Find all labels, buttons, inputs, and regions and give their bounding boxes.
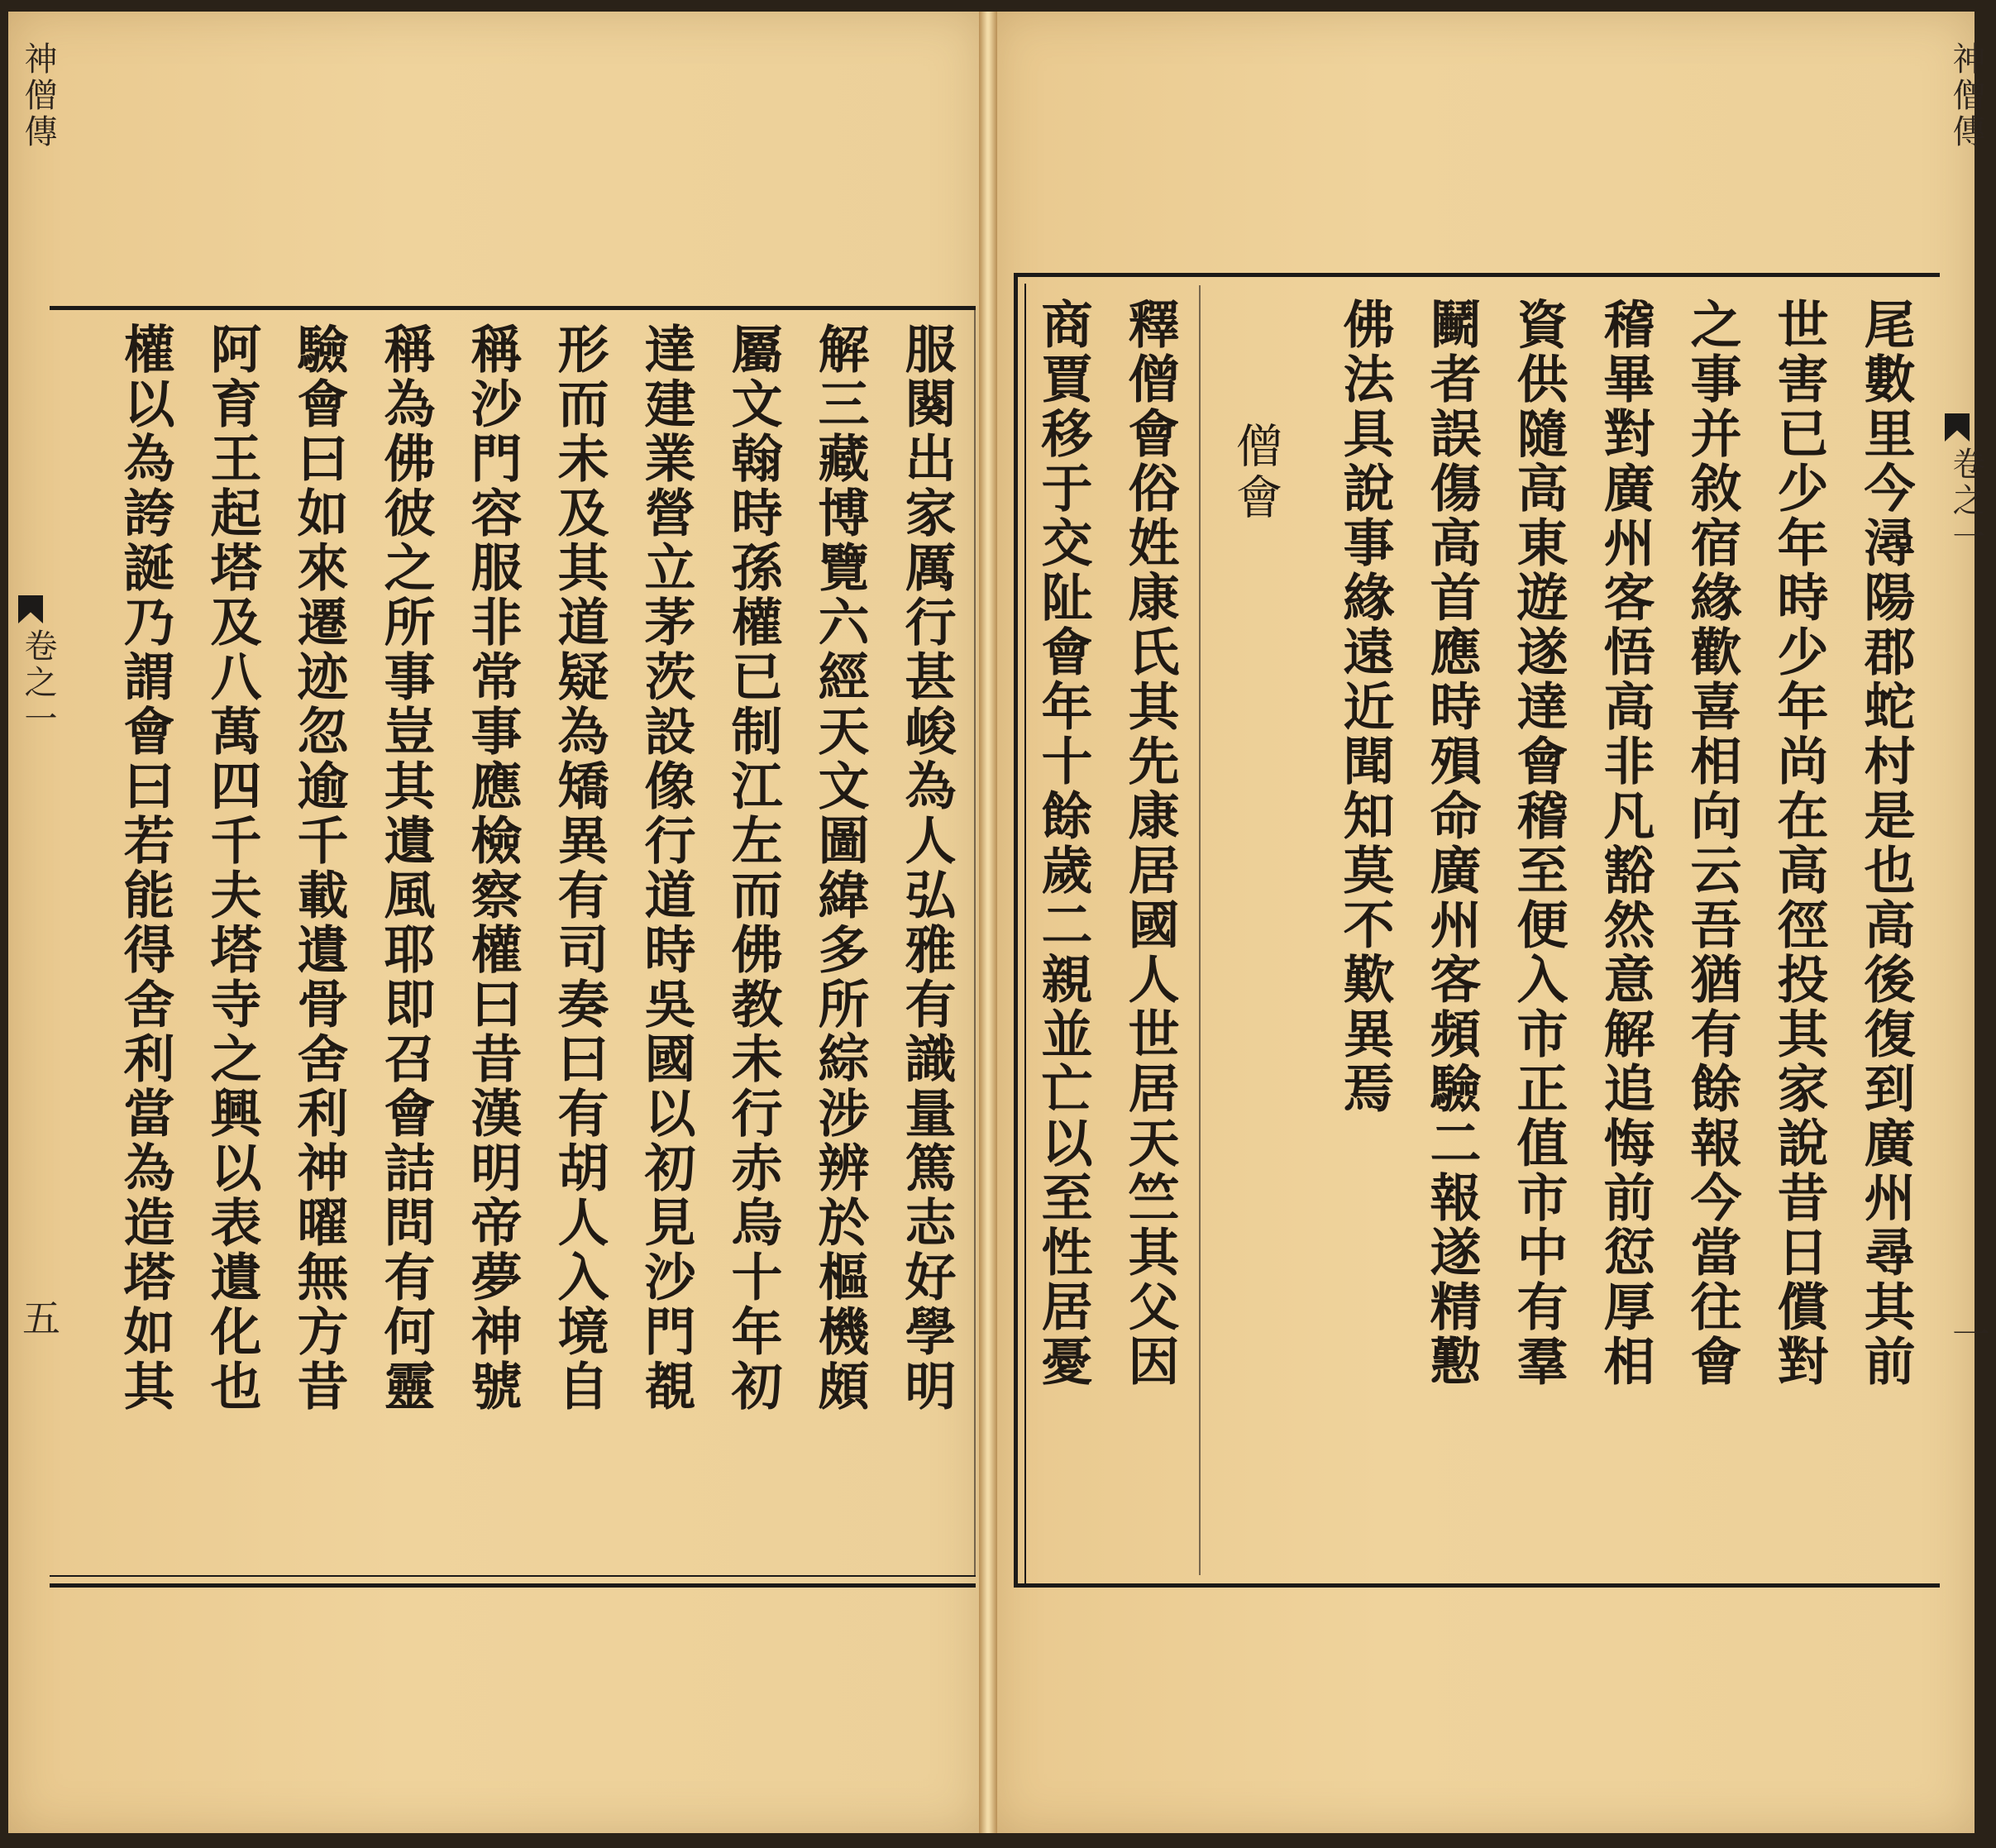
left-text-column-8: 驗會曰如來遷迹忽逾千載遺骨舍利神曜無方昔 [289,322,349,1414]
section-heading: 僧會 [1229,422,1282,524]
left-text-column-6: 稱沙門容服非常事應檢察權曰昔漢明帝夢神號 [462,322,523,1414]
left-margin-title: 神僧傳 [19,41,57,150]
left-text-column-7: 稱為佛彼之所事豈其遺風耶即召會詰問有何靈 [375,322,436,1414]
right-text-column-2: 世害已少年時少年尚在高徑投其家說昔日償對 [1769,298,1829,1389]
left-column-rule [974,310,976,1575]
right-text-column-5: 資供隨高東遊遂達會稽至便入市正值市中有羣 [1508,298,1569,1389]
right-text-column-4: 稽畢對廣州客悟高非凡豁然意解追悔前愆厚相 [1595,298,1655,1389]
right-column-rule [1199,285,1201,1575]
right-text-column-7: 佛法具說事緣遠近聞知莫不歎異焉 [1335,298,1395,1116]
left-text-column-2: 解三藏博覽六經天文圖緯多所綜涉辨於樞機頗 [809,322,870,1414]
right-margin-folio: 一 [1946,1315,1991,1353]
left-text-column-5: 形而未及其道疑為矯異有司奏曰有胡人入境自 [549,322,609,1414]
right-text-column-6: 鬭者誤傷高首應時殞命廣州客頻驗二報遂精懃 [1421,298,1482,1389]
right-text-column-3: 之事并敘宿緣歡喜相向云吾猶有餘報今當往會 [1682,298,1742,1389]
right-bio-column-1: 釋僧會俗姓康氏其先康居國人世居天竺其父因 [1120,298,1180,1389]
right-text-column-1: 尾數里今潯陽郡蛇村是也高後復到廣州尋其前 [1855,298,1916,1389]
left-text-column-3: 屬文翰時孫權已制江左而佛教未行赤烏十年初 [723,322,783,1414]
left-text-column-4: 達建業營立茅茨設像行道時吳國以初見沙門覩 [636,322,696,1414]
right-bio-column-2: 商賈移于交阯會年十餘歲二親並亡以至性居憂 [1033,298,1093,1389]
book-gutter [979,12,997,1833]
left-text-column-9: 阿育王起塔及八萬四千夫塔寺之興以表遺化也 [202,322,262,1414]
left-margin-folio: 五 [17,1298,61,1336]
left-margin-volume: 卷之一 [19,628,57,738]
left-text-column-10: 權以為誇誕乃謂會曰若能得舍利當為造塔如其 [115,322,175,1414]
left-text-column-1: 服闋出家厲行甚峻為人弘雅有識量篤志好學明 [896,322,957,1414]
right-margin-volume: 卷之一 [1947,446,1985,556]
right-margin-title: 神僧傳 [1947,41,1985,150]
